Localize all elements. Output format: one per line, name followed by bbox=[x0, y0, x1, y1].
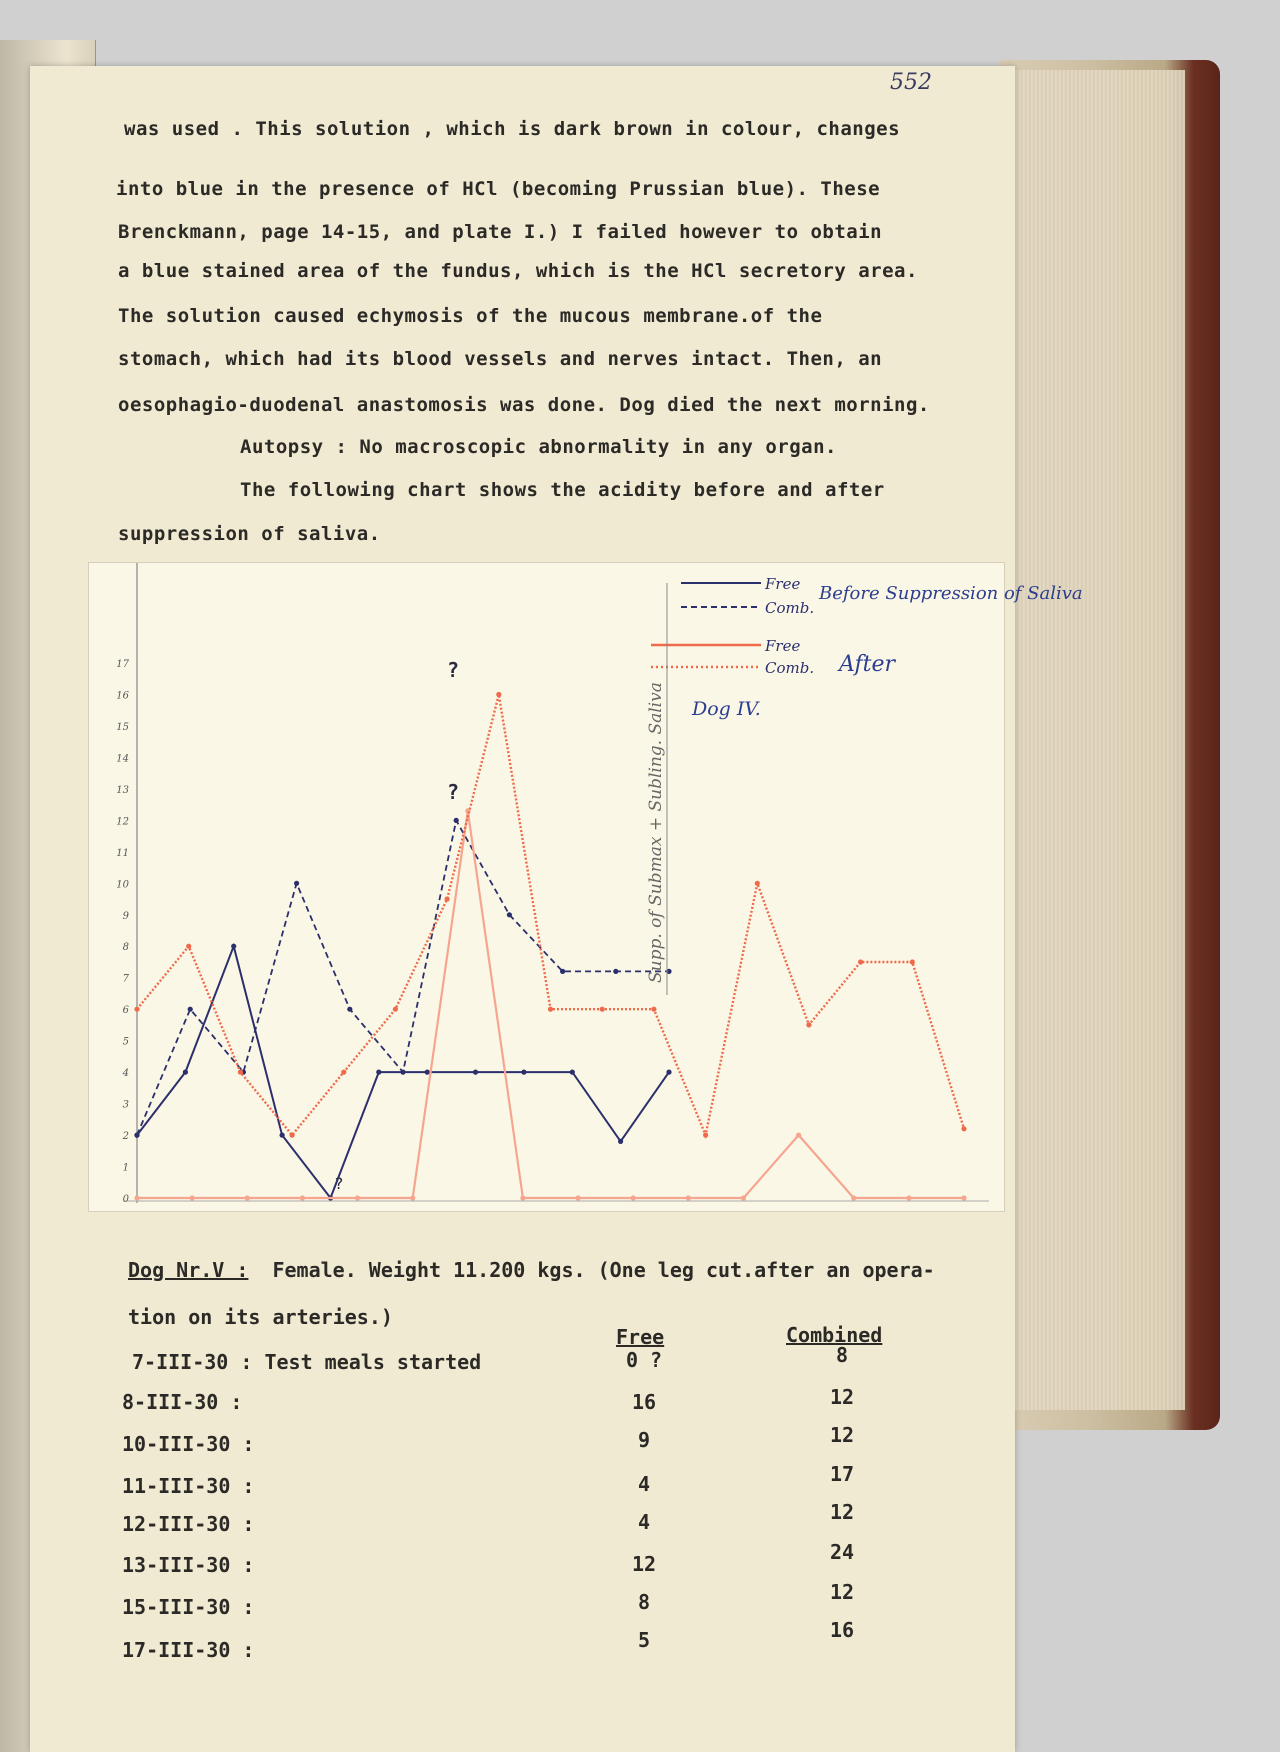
table-row-date: 12-III-30 : bbox=[122, 1512, 255, 1536]
series-3-point bbox=[355, 1195, 360, 1200]
series-3-point bbox=[190, 1195, 195, 1200]
chart-svg bbox=[89, 563, 1083, 1211]
body-line-1: was used . This solution , which is dark brown in colour, changes bbox=[124, 118, 901, 140]
series-2-point bbox=[400, 1070, 405, 1075]
y-tick-label: 3 bbox=[122, 1099, 129, 1111]
table-row-free: 16 bbox=[631, 1390, 657, 1414]
body-line-6: stomach, which had its blood vessels and nerves intact. Then, an bbox=[118, 348, 883, 370]
table-row-free: 4 bbox=[637, 1510, 651, 1534]
table-row-combined: 12 bbox=[829, 1580, 855, 1604]
body-line-8: Autopsy : No macroscopic abnormality in any organ. bbox=[240, 436, 837, 458]
series-4-point bbox=[910, 959, 915, 964]
y-tick-label: 1 bbox=[122, 1162, 129, 1174]
table-row-date: 15-III-30 : bbox=[122, 1595, 255, 1619]
table-row-date: 8-III-30 : bbox=[122, 1390, 243, 1414]
y-tick-label: 17 bbox=[116, 659, 129, 670]
table-row-free: 5 bbox=[637, 1628, 651, 1652]
body-line-9: The following chart shows the acidity before and after bbox=[240, 479, 885, 501]
y-tick-label: 2 bbox=[122, 1131, 129, 1143]
y-tick-label: 0 bbox=[122, 1194, 129, 1205]
col-free-header: Free bbox=[616, 1325, 665, 1349]
series-1-point bbox=[231, 944, 236, 949]
series-4-point bbox=[341, 1070, 346, 1075]
series-3-point bbox=[576, 1195, 581, 1200]
dog-description: Female. Weight 11.200 kgs. (One leg cut.after an opera- bbox=[272, 1258, 935, 1282]
table-row-free: 4 bbox=[637, 1472, 651, 1496]
series-4-point bbox=[496, 692, 501, 697]
y-tick-label: 4 bbox=[122, 1068, 129, 1080]
series-2-point bbox=[347, 1007, 352, 1012]
y-tick-label: 6 bbox=[122, 1005, 129, 1017]
table-row-date: 10-III-30 : bbox=[122, 1432, 255, 1456]
body-line-7: oesophagio-duodenal anastomosis was done. Dog died the next morning. bbox=[118, 394, 930, 416]
table-row-combined: 16 bbox=[829, 1618, 855, 1642]
series-2-point bbox=[134, 1133, 139, 1138]
dog-description-2: tion on its arteries.) bbox=[128, 1305, 393, 1329]
y-tick-label: 7 bbox=[122, 973, 129, 985]
y-tick-label: 8 bbox=[122, 942, 129, 954]
series-4-point bbox=[651, 1007, 656, 1012]
table-row-combined: 12 bbox=[829, 1500, 855, 1524]
series-3-point bbox=[134, 1195, 139, 1200]
question-mark-3: ? bbox=[334, 1174, 344, 1193]
y-tick-label: 11 bbox=[116, 847, 129, 859]
y-tick-label: 14 bbox=[116, 753, 129, 765]
series-1-point bbox=[618, 1139, 623, 1144]
series-4-point bbox=[186, 944, 191, 949]
table-row-combined: 24 bbox=[829, 1540, 855, 1564]
series-3-point bbox=[686, 1195, 691, 1200]
series-2-point bbox=[454, 818, 459, 823]
series-2-point bbox=[188, 1007, 193, 1012]
series-1-point bbox=[666, 1070, 671, 1075]
legend-before-comb-label: Comb. bbox=[765, 599, 815, 617]
table-row-free: 12 bbox=[631, 1552, 657, 1576]
legend-after-note: After bbox=[839, 652, 896, 677]
legend-after-free-label: Free bbox=[765, 637, 801, 655]
series-1-point bbox=[425, 1070, 430, 1075]
series-3-point bbox=[410, 1195, 415, 1200]
legend-before-note: Before Suppression of Saliva bbox=[819, 583, 1083, 604]
dog-header bbox=[128, 1258, 935, 1282]
y-tick-label: 12 bbox=[116, 816, 129, 828]
table-row-date: 11-III-30 : bbox=[122, 1474, 255, 1498]
series-3-point bbox=[245, 1195, 250, 1200]
series-4-point bbox=[806, 1022, 811, 1027]
series-4-point bbox=[238, 1070, 243, 1075]
table-row-combined: 17 bbox=[829, 1462, 855, 1486]
y-tick-label: 5 bbox=[122, 1036, 129, 1048]
body-line-4: a blue stained area of the fundus, which is the HCl secretory area. bbox=[118, 260, 918, 282]
table-row-date: 17-III-30 : bbox=[122, 1638, 255, 1662]
series-4-point bbox=[600, 1007, 605, 1012]
dog-label: Dog IV. bbox=[692, 698, 761, 720]
legend-after-comb-label: Comb. bbox=[765, 659, 815, 677]
series-3-point bbox=[851, 1195, 856, 1200]
series-1-point bbox=[183, 1070, 188, 1075]
series-1-point bbox=[376, 1070, 381, 1075]
y-tick-label: 13 bbox=[116, 784, 129, 796]
y-tick-label: 10 bbox=[116, 879, 129, 891]
table-row-free: 8 bbox=[637, 1590, 651, 1614]
series-3-point bbox=[906, 1195, 911, 1200]
page-number: 552 bbox=[890, 70, 932, 95]
series-4-point bbox=[858, 959, 863, 964]
acidity-chart bbox=[88, 562, 1083, 1212]
page-stack-edges bbox=[1000, 70, 1185, 1410]
series-4-point bbox=[290, 1133, 295, 1138]
table-row-free: 0 ? bbox=[625, 1348, 663, 1372]
series-4-point bbox=[961, 1126, 966, 1131]
y-tick-label: 15 bbox=[116, 721, 129, 733]
dog-title: Dog Nr.V : bbox=[128, 1258, 249, 1282]
y-tick-label: 9 bbox=[122, 910, 129, 922]
question-mark-1: ? bbox=[447, 658, 460, 682]
series-3-point bbox=[961, 1195, 966, 1200]
suppression-marker-label: Supp. of Submax + Subling. Saliva bbox=[646, 682, 666, 983]
series-1-point bbox=[570, 1070, 575, 1075]
table-row-combined: 12 bbox=[829, 1423, 855, 1447]
series-2-point bbox=[560, 969, 565, 974]
legend-before-free-label: Free bbox=[765, 575, 801, 593]
body-line-3: Brenckmann, page 14-15, and plate I.) I failed however to obtain bbox=[118, 221, 883, 243]
table-row-combined: 8 bbox=[835, 1343, 849, 1367]
y-tick-label: 16 bbox=[116, 690, 129, 702]
series-4-point bbox=[134, 1007, 139, 1012]
series-2-point bbox=[507, 912, 512, 917]
body-line-2: into blue in the presence of HCl (becoming Prussian blue). These bbox=[116, 178, 881, 200]
series-4-point bbox=[445, 896, 450, 901]
table-row-date: 7-III-30 : Test meals started bbox=[132, 1350, 482, 1374]
series-line-2 bbox=[137, 820, 669, 1135]
series-4-point bbox=[393, 1007, 398, 1012]
series-3-point bbox=[520, 1195, 525, 1200]
question-mark-2: ? bbox=[447, 780, 460, 804]
col-combined-header: Combined bbox=[786, 1323, 883, 1347]
series-1-point bbox=[521, 1070, 526, 1075]
table-row-combined: 12 bbox=[829, 1385, 855, 1409]
table-row-free: 9 bbox=[637, 1428, 651, 1452]
series-1-point bbox=[280, 1133, 285, 1138]
series-2-point bbox=[294, 881, 299, 886]
series-1-point bbox=[473, 1070, 478, 1075]
series-3-point bbox=[741, 1195, 746, 1200]
series-4-point bbox=[755, 881, 760, 886]
series-4-point bbox=[548, 1007, 553, 1012]
body-line-5: The solution caused echymosis of the mucous membrane.of the bbox=[118, 305, 823, 327]
series-4-point bbox=[703, 1133, 708, 1138]
series-3-point bbox=[796, 1133, 801, 1138]
body-line-10: suppression of saliva. bbox=[118, 523, 381, 545]
series-2-point bbox=[613, 969, 618, 974]
table-row-date: 13-III-30 : bbox=[122, 1553, 255, 1577]
series-3-point bbox=[300, 1195, 305, 1200]
series-3-point bbox=[631, 1195, 636, 1200]
series-line-4 bbox=[137, 695, 964, 1136]
